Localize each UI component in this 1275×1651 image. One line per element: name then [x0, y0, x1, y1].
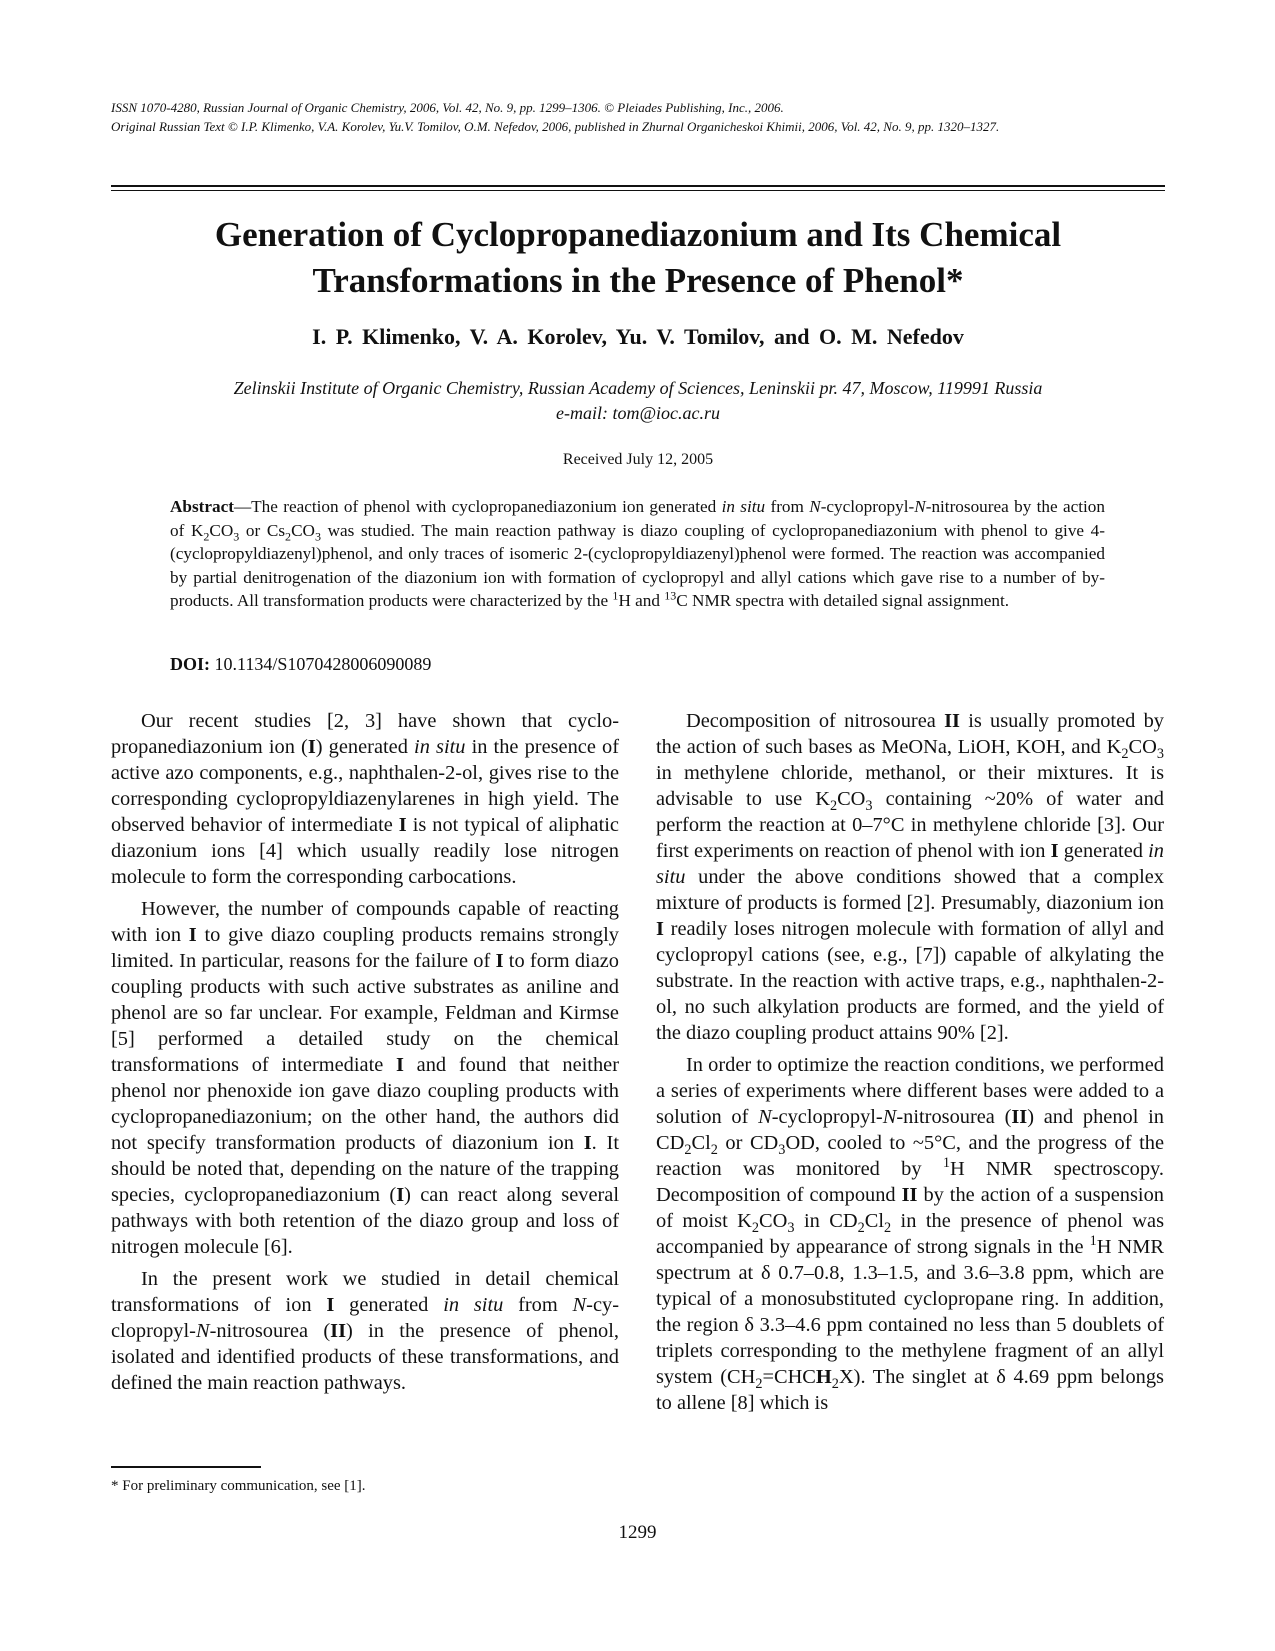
abstract-text: H and: [618, 591, 665, 611]
text-run: generated: [1058, 840, 1149, 862]
superscript: 1: [942, 1155, 950, 1172]
compound-label: I: [307, 736, 316, 758]
compound-label: II: [901, 1184, 918, 1206]
text-run: . It should be noted that, depending on the nature of the trapping species, cyclopropanediazonium (: [111, 1132, 619, 1206]
compound-label: I: [495, 950, 504, 972]
affiliation-email: e-mail: tom@ioc.ac.ru: [555, 403, 721, 423]
doi-label: DOI:: [170, 654, 210, 674]
text-run: In the present work we studied in detail chemical transformations of ion: [111, 1268, 619, 1316]
affiliation: [111, 376, 1165, 426]
compound-label: I: [396, 1184, 405, 1206]
compound-label: I: [1050, 840, 1059, 862]
text-run: -cyclopropyl-: [771, 1106, 883, 1128]
text-run: in the presence of phenol was accompanied by appearance of strong signals in the: [656, 1210, 1164, 1258]
abstract-text: in situ: [721, 497, 766, 516]
text-run: in methylene chloride, methanol, or their mixtures. It is advisable to use K: [656, 762, 1164, 810]
text-run: CO: [1128, 736, 1157, 758]
text-run: is not typical of aliphatic diazonium ions [4] which usually readily lose nitrogen molecule to form the corresponding carbocations.: [111, 814, 619, 888]
text-run: in the presence of active azo components, e.g., naphthalen-2-ol, gives rise to the corresponding cyclopropyldiazenylarenes in high yield. The observed behavior of intermediate: [111, 736, 619, 836]
text-run: =CHC: [762, 1366, 816, 1388]
author-list: I. P. Klimenko, V. A. Korolev, Yu. V. Tomilov, and O. M. Nefedov: [312, 324, 964, 349]
subscript: 2: [857, 1220, 865, 1237]
text-run: in situ: [443, 1294, 504, 1316]
title-line-1: Generation of Cyclopropanediazonium and Its Chemical: [214, 215, 1062, 254]
text-run: ) in the presence of phenol, isolated and identified products of these transformations, and defined the main reaction pathways.: [111, 1320, 619, 1394]
subscript: 3: [778, 1142, 786, 1159]
text-run: Our recent studies [2, 3] have shown that cyclopropanediazonium ion (: [111, 710, 619, 758]
abstract-text: N: [914, 497, 926, 516]
text-run: H NMR spectrum at δ 0.7–0.8, 1.3–1.5, and 3.6–3.8 ppm, which are typical of a monosubstituted cyclopropane ring. In addition, the region δ 3.3–4.6 ppm contained no less than 5 doublets of triplets corresponding to the methylene fragment of an allyl system (CH: [656, 1236, 1164, 1388]
received-date: Received July 12, 2005: [562, 451, 714, 468]
text-run: by the action of a suspension of moist K: [656, 1184, 1164, 1232]
compound-label: I: [583, 1132, 592, 1154]
compound-label: I: [188, 924, 197, 946]
abstract-text: N: [809, 497, 821, 516]
text-run: CO: [837, 788, 866, 810]
abstract-text: -cyclopropyl-: [820, 497, 915, 516]
subscript: 2: [755, 1376, 763, 1393]
text-run: is usually promoted by the action of such bases as MeONa, LiOH, KOH, and K: [656, 710, 1164, 758]
footnote: * For preliminary communication, see [1].: [111, 1478, 366, 1494]
text-run: N: [882, 1106, 897, 1128]
header-rule-thin: [111, 190, 1165, 191]
paragraph: [656, 1052, 1164, 1416]
text-run: N: [195, 1320, 210, 1342]
text-run: in situ: [414, 736, 466, 758]
text-run: N: [758, 1106, 772, 1128]
subscript: 2: [883, 1220, 892, 1237]
subscript: 3: [787, 1220, 795, 1237]
abstract-text: from: [765, 497, 810, 516]
subscript: 3: [1156, 746, 1164, 763]
abstract-text: CO: [209, 520, 234, 540]
text-run: In order to optimize the reaction conditions, we performed a series of experiments where different bases were added to a solution of: [656, 1054, 1164, 1128]
title-line-2: Transformations in the Presence of Phenol*: [312, 261, 964, 300]
compound-label: I: [656, 918, 664, 940]
header-line-1: ISSN 1070-4280, Russian Journal of Organic Chemistry, 2006, Vol. 42, No. 9, pp. 1299–1306. © Pleiades Publishing, Inc., 2006.: [111, 100, 784, 115]
text-run: -nitrosourea (: [209, 1320, 331, 1342]
paragraph: [111, 896, 619, 1260]
abstract-text: -nitrosourea by the action of K: [170, 497, 1105, 540]
subscript: 2: [829, 798, 838, 815]
text-run: CO: [759, 1210, 788, 1232]
subscript: 2: [1121, 746, 1129, 763]
subscript: 2: [684, 1142, 692, 1159]
paragraph: [656, 708, 1164, 1046]
subscript: 2: [710, 1142, 718, 1159]
text-run: OD, cooled to ~5°C, and the progress of the reaction was monitored by: [656, 1132, 1164, 1180]
text-run: ) and phenol in CD: [656, 1106, 1164, 1154]
text-run: However, the number of compounds capable of reacting with ion: [111, 898, 619, 946]
journal-header: [111, 98, 1165, 136]
affiliation-address: Zelinskii Institute of Organic Chemistry, Russian Academy of Sciences, Leninskii pr. 47, Moscow, 119991 Russia: [233, 378, 1043, 398]
text-run: H: [815, 1366, 832, 1388]
text-run: Decomposition of nitrosourea: [686, 710, 945, 732]
compound-label: I: [396, 1054, 404, 1076]
superscript: 1: [1089, 1233, 1097, 1250]
text-run: ) generated: [315, 736, 415, 758]
header-line-2: Original Russian Text © I.P. Klimenko, V.A. Korolev, Yu.V. Tomilov, O.M. Nefedov, 2006, published in Zhurnal Organicheskoi Khimii, 2006, Vol. 42, No. 9, pp. 1320–1327.: [111, 119, 1000, 134]
compound-label: I: [326, 1294, 335, 1316]
text-run: and found that neither phenol nor phenoxide ion gave diazo coupling products with cyclopropanediazonium; on the other hand, the authors did not specify transformation products of diazonium ion: [111, 1054, 619, 1154]
abstract-text: C NMR spectra with detailed signal assignment.: [676, 591, 1010, 611]
text-run: Cl: [864, 1210, 884, 1232]
footnote-rule: [111, 1466, 261, 1468]
text-run: in CD: [794, 1210, 858, 1232]
text-run: generated: [334, 1294, 444, 1316]
text-run: -cyclopropyl-: [111, 1294, 619, 1342]
doi-link[interactable]: 10.1134/S1070428006090089: [210, 654, 432, 674]
text-run: Cl: [691, 1132, 711, 1154]
subscript: 3: [314, 529, 321, 544]
abstract-label: Abstract: [170, 497, 234, 516]
abstract-text: —The reaction of phenol with cyclopropanediazonium ion generated: [233, 497, 722, 516]
subscript: 3: [865, 798, 873, 815]
superscript: 1: [612, 588, 619, 603]
compound-label: II: [330, 1320, 347, 1342]
text-run: readily loses nitrogen molecule with formation of allyl and cyclopropyl cations (see, e.g., [7]) capable of alkylating the substrate. In the reaction with active traps, e.g., naphthalen-2-ol, no such alkylation products are formed, and the yield of the diazo coupling product attains 90% [2].: [656, 918, 1164, 1044]
abstract-text: or Cs: [239, 520, 286, 540]
subscript: 3: [233, 529, 240, 544]
text-run: X). The singlet at δ 4.69 ppm belongs to allene [8] which is: [656, 1366, 1164, 1414]
text-run: N: [572, 1294, 587, 1316]
compound-label: I: [398, 814, 407, 836]
paragraph: [111, 708, 619, 890]
text-run: -nitrosourea (: [896, 1106, 1012, 1128]
left-column: [111, 708, 619, 1402]
text-run: to form diazo coupling products with such active substrates as aniline and phenol are so far unclear. For example, Feldman and Kirmse [5] performed a detailed study on the chemical transformations of intermediate: [111, 950, 620, 1076]
abstract: [170, 495, 1105, 613]
text-run: from: [503, 1294, 573, 1316]
abstract-text: was studied. The main reaction pathway is diazo coupling of cyclopropanediazonium with phenol to give 4-(cyclopropyldiazenyl)phenol, and only traces of isomeric 2-(cyclopropyldiazenyl)phenol were formed. The reaction was accompanied by partial denitrogenation of the diazonium ion with formation of cyclopropyl and allyl cations which gave rise to a number of by-products. All transformation products were characterized by the: [170, 520, 1106, 611]
text-run: in situ: [656, 840, 1164, 888]
subscript: 2: [751, 1220, 760, 1237]
abstract-text: CO: [291, 520, 315, 540]
text-run: containing ~20% of water and perform the reaction at 0–7°C in methylene chloride [3]. Our first experiments on reaction of phenol with ion: [656, 788, 1164, 862]
paragraph: [111, 1266, 619, 1396]
compound-label: II: [1011, 1106, 1028, 1128]
text-run: to give diazo coupling products remains strongly limited. In particular, reasons for the failure of: [111, 924, 619, 972]
superscript: 13: [664, 588, 677, 603]
paper-title: [111, 212, 1165, 304]
right-column: [656, 708, 1164, 1422]
compound-label: II: [944, 710, 960, 732]
text-run: under the above conditions showed that a complex mixture of products is formed [2]. Presumably, diazonium ion: [656, 866, 1164, 914]
subscript: 2: [285, 529, 292, 544]
text-run: ) can react along several pathways with both retention of the diazo group and loss of nitrogen molecule [6].: [111, 1184, 620, 1258]
subscript: 2: [831, 1376, 839, 1393]
doi: [170, 654, 431, 675]
page-number: 1299: [618, 1522, 657, 1543]
text-run: or CD: [717, 1132, 779, 1154]
text-run: H NMR spectroscopy. Decomposition of compound: [656, 1158, 1164, 1206]
subscript: 2: [203, 529, 210, 544]
header-rule-thick: [111, 185, 1165, 187]
